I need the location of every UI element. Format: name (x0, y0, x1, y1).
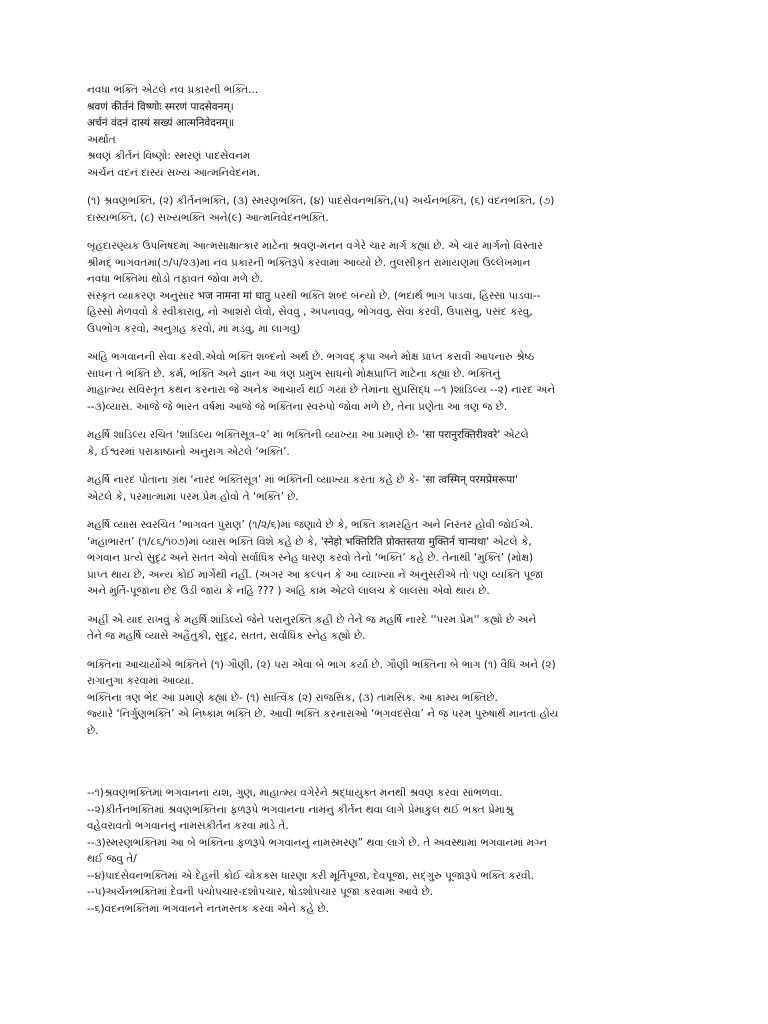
list-item: --૩)સ્મરણભક્તિમાં આ બે ભક્તિના ફળરૂપે ભગવાનનું નામસ્મરણ” થવા લાગે છે. તે અવસ્થામાં ભગવાનમાં મગ્ન (87, 836, 547, 849)
bhakti-meaning-paragraph (87, 349, 687, 415)
text-line: ઉપભોગ કરવો, અનુગ્રહ કરવો, માં મંડવુ, માં લાગવુ) (87, 322, 301, 335)
text-line: જ્યારે ‘નિર્ગુણભક્તિ’ એ નિષ્કામ ભક્તિ છે. આવી ભક્તિ કરનારાઓ ‘ભગવદસેવા’ ને જ પરમ પુરુષાર્થ માનતા હોય (87, 708, 559, 720)
list-item: થઈ જવુ તે/ (87, 853, 137, 865)
text-line: ભક્તિના આચાર્યોએ ભક્તિને (૧) ગૌણી, (૨) પરા એવા બે ભાગ કર્યા છે. ગૌણી ભક્તિના બે ભાગ (૧) વૈધિ અને (૨) (87, 658, 556, 671)
gujarati-verse-line-2: અર્ચનં વંદનં દાસ્યં સખ્યં આત્મનિવેદનમ. (87, 166, 260, 179)
nine-forms-list (87, 193, 687, 226)
text-line: મહર્ષિ વ્યાસ સ્વરચિત ‘ભાગવત પુરાણ’ (૧/૨/૬)માં જણાવે છે કે, ભક્તિ કામરહિત અને નિરંતર હોવી જોઈએ. (87, 519, 534, 531)
text-line: તેને જ મહર્ષિ વ્યાસે અહૈતુકી, સુદૃઢ, સતત, સર્વાધિક સ્નેહ કહ્યો છે. (87, 630, 366, 642)
arthat-label: અર્થાત (87, 133, 116, 146)
text-line: પ્રાપ્ત થાય છે, અન્ય કોઈ માર્ગેથી નહીં. (અગર આ કલ્પન કે આ વ્યાખ્યા ને અનુસરીએ તો પણ વ્યક્તિ પૂજા (87, 568, 544, 581)
text-line: હિસ્સો મેળવવો કે સ્વીકારાવુ, નો આશરો લેવો, સેવવું , અપનાવવુ, ભોગવવુ, સેવા કરવી, ઉપાસવુ, પસંદ કરવુ, (87, 306, 533, 318)
vyas-paragraph (87, 517, 687, 600)
text-line: ભક્તિના ત્રણ ભેદ આ પ્રમાણે કહ્યાં છે- (૧) સાત્વિક (૨) રાજસિક, (૩) તામસિક. આ કામ્ય ભક્તિછે. (87, 691, 498, 704)
text-line: અહિ ભગવાનની સેવા કરવી.એવો ભક્તિ શબ્દનો અર્થ છે. ભગવદ્ કૃપા અને મોક્ષ પ્રાપ્ત કરાવી આપનારુ શ્રેષ્ઠ (87, 351, 535, 363)
text-line: --૩)વ્યાસ. આજે જે ભારત વર્ષમાં આજે જે ભક્તિના સ્વરુપો જોવા મળે છે, તેના પ્રણેતા આ ત્રણ જ છે. (87, 400, 508, 413)
text-line: સંસ્કૃત વ્યાકરણ અનુસાર भज नामना मां धातु પરથી ભક્તિ શબ્દ બન્યો છે. (ભદાર્થ ભાગ પાડવા, હિસ્સા પાડવા-- (87, 289, 541, 302)
list-item: --૧)શ્રવણભક્તિમાં ભગવાનનાં યશ, ગુણ, માહાત્મ્ય વગેરેને શ્રદ્ધાયુક્ત મનથી શ્રવણ કરવાં સાંભળવા. (87, 787, 503, 799)
text-line: સાધન તે ભક્તિ છે. કર્મ, ભક્તિ અને જ્ઞાન આ ત્રણ પ્રમુખ સાધનો મોક્ષપ્રાપ્તિ માટેના કહ્યાં છે. ભક્તિનું (87, 367, 501, 380)
sanskrit-verse-line-2: अर्चनं वंदनं दास्यं सख्यं आत्मनिवेदनम्॥ (87, 117, 235, 129)
text-line: અને મુર્તિ-પૂજાના છેદ ઉડી જાય કે નહિ ??? ) અહિ કામ એટલે લાલચ કે લાલસા એવો થાય છે. (87, 585, 490, 597)
upanishad-paragraph (87, 238, 687, 337)
text-line: શ્રીમદ્ ભાગવતમાં(૭/૫/૨૩)માં નવ પ્રકારની ભક્તિરૂપે કરવામાં આવ્યો છે. તુલસીકૃત રામાયણમાં ઉલ્લેખમાન (87, 256, 531, 269)
text-line: (૧) શ્રવણભક્તિ, (૨) કીર્તનભક્તિ, (૩) સ્મરણભક્તિ, (૪) પાદસેવનભક્તિ,(૫) અર્ચનભક્તિ, (૬) વંદનભક્તિ, (૭) (87, 195, 555, 207)
types-paragraph (87, 657, 687, 740)
text-line: દાસ્યભક્તિ, (૮) સખ્યભક્તિ અને(૯) આત્મનિવેદનભક્તિ. (87, 211, 329, 224)
text-line: છે. (87, 724, 99, 737)
list-item: --૫)અર્ચનભક્તિમાં દેવની પંચોપચાર-દશોપચાર, ષોડશોપચાર પૂજા કરવામાં આવે છે. (87, 886, 434, 898)
text-line: માહાત્મ્ય સવિસ્તૃત કથન કરનારા જે અનેક આચાર્ય થઈ ગયાં છે તેમાંના સુપ્રસિદ્ધ --૧ )શાંડિલ્ય --૨) નારદ અને (87, 384, 556, 396)
list-item: --૨)કીર્તનભક્તિમાં શ્રવણભક્તિના ફળરૂપે ભગવાનના નામનું કીર્તન થવા લાગે પ્રેમાકુલ થઈ ભક્ત પ્રેમાશ્રુ (87, 803, 514, 816)
sanskrit-verse-line-1: श्रवणं कीर्तनं विष्णोः स्मरणं पादसेवनम्। (87, 100, 234, 113)
narad-paragraph (87, 472, 687, 505)
text-line: નવધા ભક્તિમાં થોડો તફાવત જોવા મળે છે. (87, 273, 263, 285)
text-line: બૃહદારણ્યક ઉપનિષદમાં આત્મસાક્ષાત્કાર માટેના શ્રવણ-મનન વગેરે ચાર માર્ગ કહ્યાં છે. એ ચાર માર્ગનો વિસ્તાર (87, 240, 543, 252)
text-line: કે, ઈશ્વરમાં પરાકાષ્ઠાનો અનુરાગ એટલે ‘ભક્તિ’. (87, 445, 290, 458)
text-line: મહર્ષિ નારદ પોતાના ગ્રંથ ‘નારદ ભક્તિસૂત્ર’ માં ભક્તિની વ્યાખ્યા કરતાં કહે છે કે- 'सा त्वस्मिन् परमप्रेमरूपा' (87, 474, 518, 486)
text-line: ‘મહાભારત’ (૧/૮૬/૧૦૭)માં વ્યાસ ભક્તિ વિશે કહે છે કે, 'स्नेहो भक्तिरिति प्रोक्तस्तया मुक्तिर्न चान्यथा' એટલે કે, (87, 535, 532, 548)
summary-paragraph (87, 612, 687, 645)
text-line: એટલે કે, પરમાત્મામાં પરમ પ્રેમ હોવો તે ‘ભક્તિ’ છે. (87, 490, 299, 503)
shandilya-paragraph (87, 427, 687, 460)
document-body (87, 82, 687, 917)
forms-explained (87, 785, 687, 917)
title-line: નવધા ભક્તિ એટલે નવ પ્રકારની ભક્તિ... (87, 84, 259, 96)
list-item: વહેવરાવતો ભગવાનનું નામસંકીર્તન કરવા માંડે તે. (87, 820, 289, 832)
text-line: મહર્ષિ શાંડિલ્ય રચિત ‘શાંડિલ્ય ભક્તિસૂત્ર–૨’ માં ભક્તિની વ્યાખ્યા આ પ્રમાણે છે- 'सा परानुरक्तिरीश्वरे' એટલે (87, 429, 529, 441)
intro-verse (87, 82, 687, 181)
text-line: ભગવાન પ્રત્યે સુદૃઢ અને સતત એવો સર્વાધિક સ્નેહ ધારણ કરવો તેનો ‘ભક્તિ’ કહે છે. તેનાથી ‘મુક્તિ’ (મોક્ષ) (87, 552, 534, 564)
gujarati-verse-line-1: શ્રવણં કીર્તનં વિષ્ણો: સ્મરણં પાદસેવનમ (87, 150, 251, 162)
list-item: --૪)પાદસેવનભક્તિમાં એ દેહની કોઈ ચોકક્સ ધારણા કરી મૂર્તિપૂજા, દેવપૂજા, સદ્ગુરુ પૂજારૂપે ભક્તિ કરવી. (87, 869, 534, 882)
text-line: રાગાનુગા કરવામાં આવ્યાં. (87, 675, 194, 687)
text-line: અહીં એ યાદ રાખવું કે મહર્ષિ શાંડિલ્યે જેને પરાનુરક્તિ કહી છે તેને જ મહર્ષિ નારદે ''પરમ પ્રેમ'' કહ્યો છે અને (87, 613, 537, 626)
list-item: --૬)વંદનભક્તિમાં ભગવાનને નતમસ્તક કરવાં એને કહે છે. (87, 902, 329, 915)
